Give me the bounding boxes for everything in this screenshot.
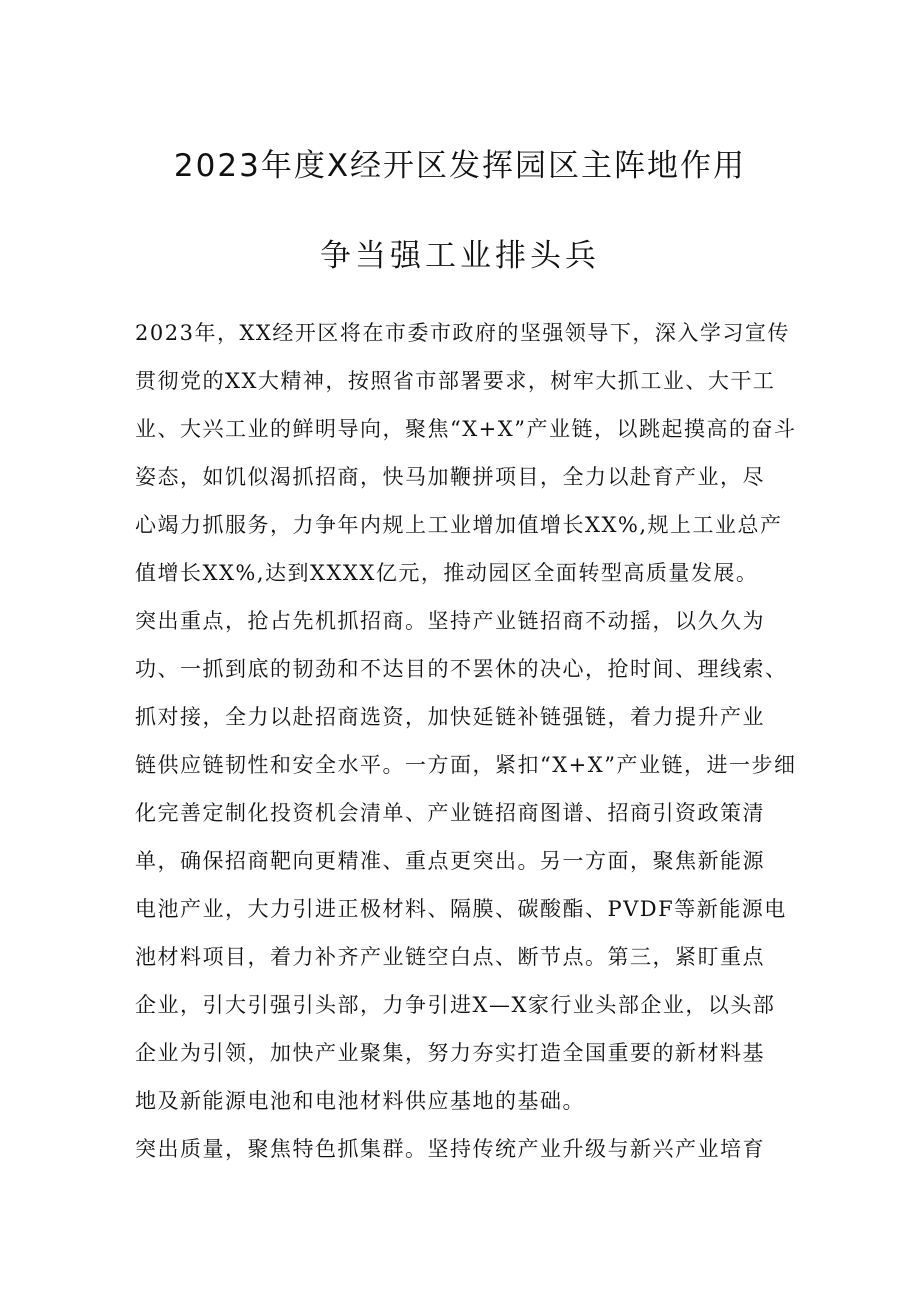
body-text-line: 企业为引领，加快产业聚集，努力夯实打造全国重要的新材料基 <box>135 1041 765 1065</box>
body-text-line: 心竭力抓服务，力争年内规上工业增加值增长XX%,规上工业总产 <box>135 513 783 537</box>
body-text-line: 突出重点，抢占先机抓招商。坚持产业链招商不动摇，以久久为 <box>135 609 765 633</box>
body-text-line: 值增长XX%,达到XXXX亿元，推动园区全面转型高质量发展。 <box>135 561 759 585</box>
body-text-line: 贯彻党的XX大精神，按照省市部署要求，树牢大抓工业、大干工 <box>135 369 776 393</box>
body-text-line: 企业，引大引强引头部，力争引进X—X家行业头部企业，以头部 <box>135 993 776 1017</box>
body-text-line: 电池产业，大力引进正极材料、隔膜、碳酸酯、PVDF等新能源电 <box>135 897 787 921</box>
body-text-line: 2023年，XX经开区将在市委市政府的坚强领导下，深入学习宣传 <box>135 321 790 345</box>
body-text-line: 池材料项目，着力补齐产业链空白点、断节点。第三，紧盯重点 <box>135 945 765 969</box>
body-text-line: 单，确保招商靶向更精准、重点更突出。另一方面，聚焦新能源 <box>135 849 765 873</box>
document-title-line-2: 争当强工业排头兵 <box>320 238 600 274</box>
body-text-line: 地及新能源电池和电池材料供应基地的基础。 <box>135 1089 585 1113</box>
body-text-line: 功、一抓到底的韧劲和不达目的不罢休的决心，抢时间、理线索、 <box>135 657 788 681</box>
body-text-line: 姿态，如饥似渴抓招商，快马加鞭拼项目，全力以赴育产业，尽 <box>135 465 765 489</box>
body-text-line: 业、大兴工业的鲜明导向，聚焦“X+X”产业链，以跳起摸高的奋斗 <box>135 417 797 441</box>
body-text-line: 抓对接，全力以赴招商选资，加快延链补链强链，着力提升产业 <box>135 705 765 729</box>
body-text-line: 化完善定制化投资机会清单、产业链招商图谱、招商引资政策清 <box>135 801 765 825</box>
document-title-line-1: 2023年度X经开区发挥园区主阵地作用 <box>173 148 747 184</box>
body-text-line: 突出质量，聚焦特色抓集群。坚持传统产业升级与新兴产业培育 <box>135 1137 765 1161</box>
body-text-line: 链供应链韧性和安全水平。一方面，紧扣“X+X”产业链，进一步细 <box>135 753 797 777</box>
